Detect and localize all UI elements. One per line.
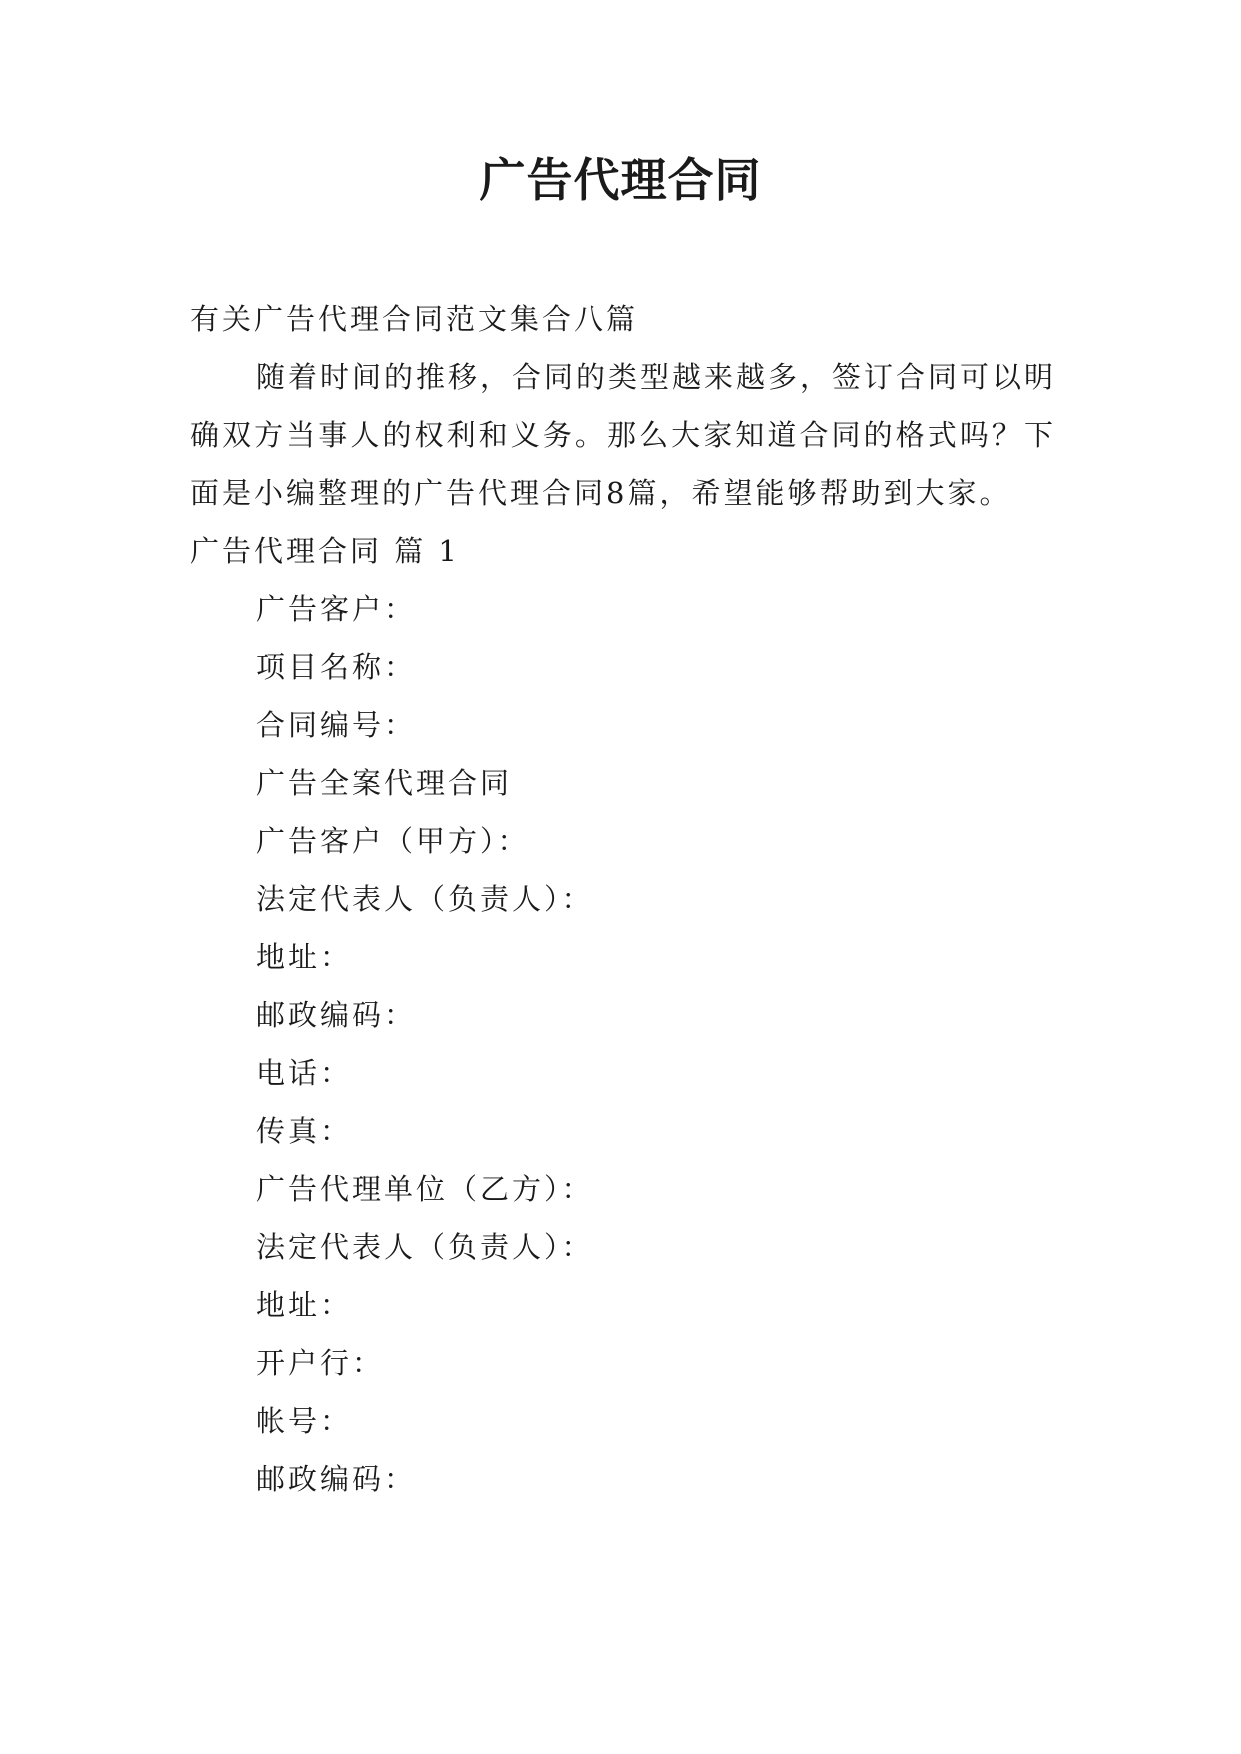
field-line: 法定代表人（负责人）： <box>256 882 594 916</box>
field-line: 广告代理单位（乙方）： <box>256 1172 594 1206</box>
document-subtitle: 有关广告代理合同范文集合八篇 <box>190 302 639 336</box>
field-line: 合同编号： <box>256 708 417 742</box>
intro-paragraph: 随着时间的推移，合同的类型越来越多，签订合同可以明确双方当事人的权利和义务。那么大家知道合同的格式吗？下面是小编整理的广告代理合同8篇，希望能够帮助到大家。 <box>190 360 1057 510</box>
field-line: 广告客户（甲方）： <box>256 824 530 858</box>
field-line: 开户行： <box>256 1346 385 1380</box>
field-line: 项目名称： <box>256 650 417 684</box>
field-line: 帐号： <box>256 1404 353 1438</box>
document-body <box>190 290 1056 1508</box>
field-line: 地址： <box>256 1288 353 1322</box>
field-line: 法定代表人（负责人）： <box>256 1230 594 1264</box>
document-title: 广告代理合同 <box>479 153 762 207</box>
field-line: 邮政编码： <box>256 998 417 1032</box>
section-heading: 广告代理合同 篇 1 <box>190 534 460 568</box>
field-line: 传真： <box>256 1114 353 1148</box>
field-line: 广告客户： <box>256 592 417 626</box>
field-line: 广告全案代理合同 <box>256 766 513 800</box>
field-line: 邮政编码： <box>256 1462 417 1496</box>
field-line: 电话： <box>256 1056 353 1090</box>
field-line: 地址： <box>256 940 353 974</box>
